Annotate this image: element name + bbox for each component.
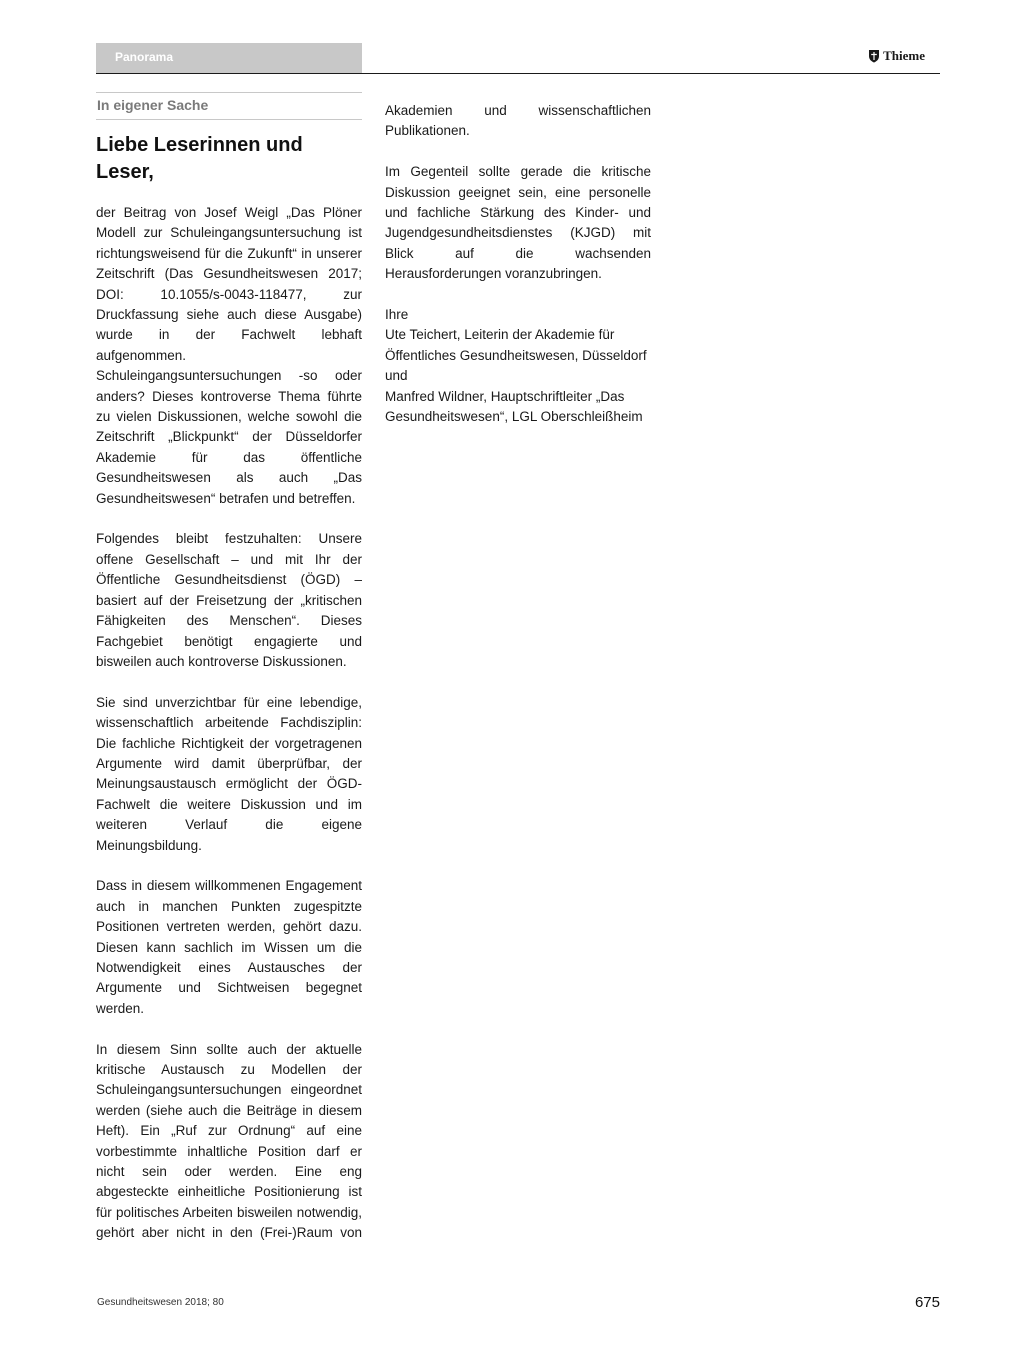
paragraph-2: Folgendes bleibt festzuhalten: Unsere offene Gesellschaft – und mit Ihr der Öffentliche Gesundheitsdienst (ÖGD) – basiert auf der Freisetzung der „kritischen Fähigkeiten des Menschen“. Dieses Fachgebiet benötigt engagierte und bisweilen auch kontroverse Diskussionen. bbox=[96, 531, 362, 669]
thieme-shield-icon bbox=[868, 49, 880, 63]
paragraph-5-part-2: Akademien und wissenschaftlichen Publikationen. bbox=[385, 103, 651, 139]
signature-line-2: Manfred Wildner, Hauptschriftleiter „Das Gesundheitswesen“, LGL Oberschleißheim bbox=[385, 388, 643, 425]
publisher-name: Thieme bbox=[883, 48, 925, 63]
signature-closing: Ihre bbox=[385, 307, 409, 323]
paragraph-6: Im Gegenteil sollte gerade die kritische Diskussion geeignet sein, eine personelle und fachliche Stärkung des Kinder- und Jugendgesundheitsdienstes (KJGD) mit Blick auf die wachsenden Herausforderungen voranzubringen. bbox=[385, 164, 651, 282]
rubric-top-rule bbox=[96, 92, 362, 93]
page-number: 675 bbox=[914, 1294, 940, 1311]
paragraph-1: der Beitrag von Josef Weigl „Das Plöner Modell zur Schuleingangsuntersuchung ist richtungsweisend für die Zukunft“ in unserer Zeitschrift (Das Gesundheitswesen 2017; DOI: 10.1055/s-0043-118477, zur Druckfassung siehe auch diese Ausgabe) wurde in der Fachwelt lebhaft aufgenommen. Schuleingangsuntersuchungen -so oder anders? Dieses kontroverse Thema führte zu vielen Diskussionen, welche sowohl die Zeitschrift „Blickpunkt“ der Düsseldorfer Akademie für das öffentliche Gesundheitswesen als auch „Das Gesundheitswesen“ betrafen und betreffen. bbox=[96, 205, 362, 506]
signature-conjunction: und bbox=[385, 368, 408, 384]
publisher-logo bbox=[868, 48, 925, 64]
footer-journal: Gesundheitswesen 2018; 80 bbox=[97, 1297, 224, 1308]
rubric-bottom-rule bbox=[96, 119, 362, 120]
paragraph-3: Sie sind unverzichtbar für eine lebendige, wissenschaftlich arbeitende Fachdisziplin: Die fachliche Richtigkeit der vorgetragenen Argumente wird damit überprüfbar, der Meinungsaustausch ermöglicht der ÖGD-Fachwelt die weitere Diskussion und im weiteren Verlauf die eigene Meinungsbildung. bbox=[96, 694, 362, 853]
header-rule bbox=[96, 73, 940, 74]
section-label: Panorama bbox=[115, 50, 174, 64]
body-column-left bbox=[96, 203, 362, 1244]
signature-line-1: Ute Teichert, Leiterin der Akademie für Öffentliches Gesundheitswesen, Düsseldorf bbox=[385, 327, 647, 363]
signature-block bbox=[385, 305, 651, 427]
paragraph-4: Dass in diesem willkommenen Engagement auch in manchen Punkten zugespitzte Positionen vertreten werden, gehört dazu. Diesen kann sachlich im Wissen um die Notwendigkeit eines Austausches der Argumente und Sichtweisen begegnet werden. bbox=[96, 878, 362, 1016]
rubric-label: In eigener Sache bbox=[97, 97, 209, 113]
article-title: Liebe Leserinnen und Leser, bbox=[96, 134, 303, 183]
body-column-right bbox=[385, 101, 651, 427]
paragraph-5-part-1: In diesem Sinn sollte auch der aktuelle kritische Austausch zu Modellen der Schuleingangsuntersuchungen eingeordnet werden (siehe auch die Beiträge in diesem Heft). Ein „Ruf zur Ordnung“ auf eine vorbestimmte inhaltliche Position darf er nicht sein oder werden. Eine eng abgesteckte einheitliche Positionierung ist für politisches Arbeiten bisweilen notwendig, gehört aber nicht in den (Frei-)Raum von bbox=[96, 1041, 362, 1241]
